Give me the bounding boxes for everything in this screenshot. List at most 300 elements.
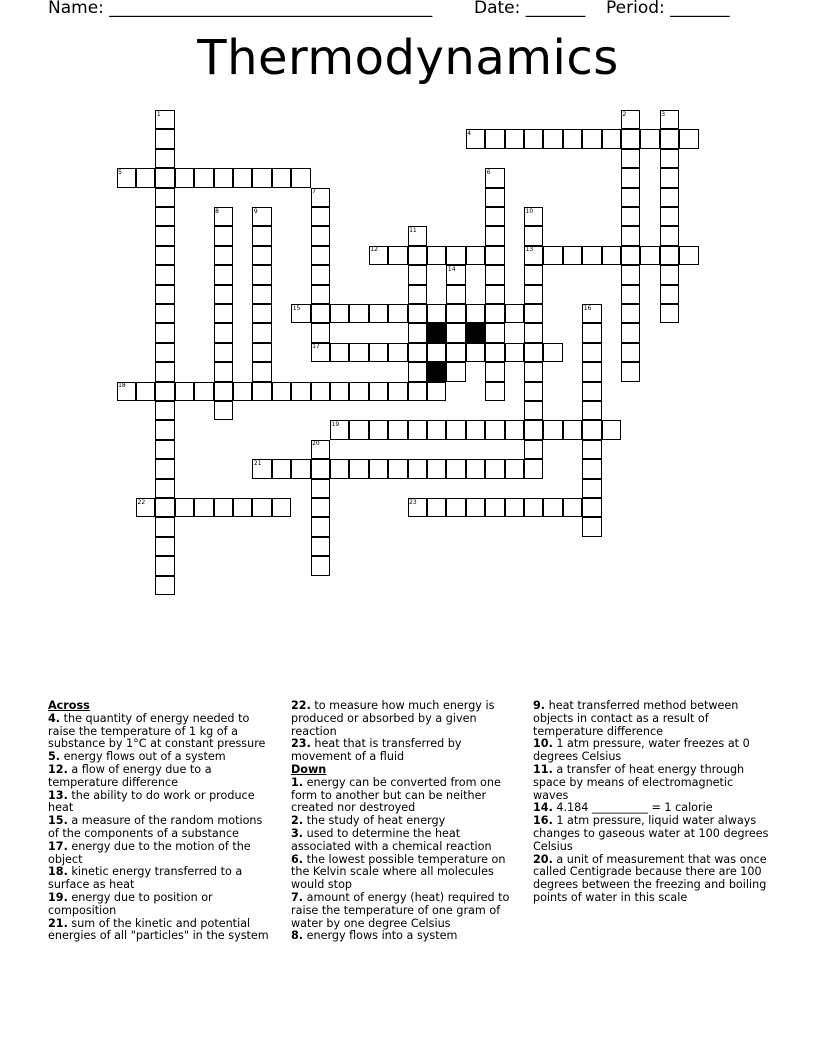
grid-cell[interactable]: [446, 343, 465, 362]
grid-cell[interactable]: [524, 304, 543, 323]
clue-number-2: 2: [622, 110, 627, 118]
grid-cell[interactable]: [214, 343, 233, 362]
grid-cell[interactable]: [349, 382, 368, 401]
clue-number-14: 14: [447, 265, 456, 273]
grid-cell[interactable]: [155, 226, 174, 245]
grid-cell[interactable]: [446, 362, 465, 381]
grid-cell[interactable]: [194, 168, 213, 187]
grid-cell[interactable]: [466, 304, 485, 323]
grid-cell[interactable]: [505, 498, 524, 517]
clue-text: the ability to do work or produce heat: [48, 788, 255, 815]
grid-cell[interactable]: [485, 343, 504, 362]
grid-cell[interactable]: [543, 420, 562, 439]
grid-cell[interactable]: [155, 576, 174, 595]
page-title: Thermodynamics: [197, 30, 619, 86]
clues-column-2: [291, 700, 521, 943]
clue-number: 16.: [533, 814, 553, 828]
grid-cell[interactable]: [233, 168, 252, 187]
grid-cell[interactable]: [563, 498, 582, 517]
grid-cell[interactable]: [660, 207, 679, 226]
grid-cell[interactable]: [252, 343, 271, 362]
clue-text: used to determine the heat associated with a chemical reaction: [291, 826, 492, 853]
clue-number-9: 9: [253, 207, 258, 215]
grid-cell[interactable]: [252, 498, 271, 517]
down-clue: [533, 764, 771, 802]
across-clue: [48, 892, 276, 918]
grid-cell[interactable]: [408, 323, 427, 342]
grid-cell[interactable]: [369, 420, 388, 439]
grid-cell[interactable]: [427, 246, 446, 265]
grid-cell[interactable]: [155, 479, 174, 498]
grid-cell[interactable]: [505, 129, 524, 148]
grid-cell[interactable]: [252, 168, 271, 187]
grid-cell[interactable]: [427, 304, 446, 323]
across-heading: Across: [48, 699, 90, 712]
grid-cell[interactable]: [524, 401, 543, 420]
grid-cell[interactable]: [194, 382, 213, 401]
grid-cell[interactable]: [446, 420, 465, 439]
grid-cell[interactable]: [252, 304, 271, 323]
grid-cell[interactable]: [175, 168, 194, 187]
grid-cell[interactable]: [505, 459, 524, 478]
grid-cell[interactable]: [660, 188, 679, 207]
grid-cell[interactable]: [272, 498, 291, 517]
down-clue: [291, 828, 521, 854]
grid-cell[interactable]: [621, 265, 640, 284]
grid-cell[interactable]: [524, 343, 543, 362]
grid-cell[interactable]: [621, 129, 640, 148]
grid-cell[interactable]: [388, 459, 407, 478]
grid-cell[interactable]: [252, 265, 271, 284]
grid-cell[interactable]: [252, 285, 271, 304]
grid-cell[interactable]: [524, 362, 543, 381]
grid-cell[interactable]: [582, 323, 601, 342]
clue-number: 4.: [48, 711, 61, 725]
down-clue: [291, 854, 521, 892]
grid-cell[interactable]: [679, 246, 698, 265]
grid-cell[interactable]: [369, 304, 388, 323]
grid-cell[interactable]: [155, 362, 174, 381]
clue-number-8: 8: [215, 207, 219, 215]
clue-number-13: 13: [525, 246, 534, 254]
grid-cell[interactable]: [330, 382, 349, 401]
grid-cell[interactable]: [446, 285, 465, 304]
grid-cell[interactable]: [155, 537, 174, 556]
grid-cell[interactable]: [311, 479, 330, 498]
grid-cell[interactable]: [214, 362, 233, 381]
grid-cell[interactable]: [543, 246, 562, 265]
grid-cell[interactable]: [330, 304, 349, 323]
grid-cell[interactable]: [660, 168, 679, 187]
grid-cell[interactable]: [621, 226, 640, 245]
grid-cell[interactable]: [214, 226, 233, 245]
grid-cell[interactable]: [621, 149, 640, 168]
grid-cell[interactable]: [543, 343, 562, 362]
grid-cell[interactable]: [408, 285, 427, 304]
clue-text: the lowest possible temperature on the Kelvin scale where all molecules would stop: [291, 852, 506, 892]
grid-cell[interactable]: [311, 207, 330, 226]
clue-number-12: 12: [370, 246, 378, 254]
clue-text: energy flows out of a system: [60, 750, 226, 764]
grid-cell[interactable]: [660, 304, 679, 323]
grid-cell[interactable]: [311, 382, 330, 401]
grid-cell[interactable]: [485, 285, 504, 304]
grid-cell[interactable]: [427, 498, 446, 517]
grid-cell[interactable]: [524, 285, 543, 304]
clue-number-19: 19: [331, 420, 340, 428]
grid-cell[interactable]: [233, 498, 252, 517]
grid-cell[interactable]: [621, 207, 640, 226]
grid-cell[interactable]: [524, 129, 543, 148]
clue-number: 6.: [291, 852, 304, 866]
grid-cell[interactable]: [485, 420, 504, 439]
grid-cell[interactable]: [524, 420, 543, 439]
grid-cell[interactable]: [214, 265, 233, 284]
grid-cell[interactable]: [214, 285, 233, 304]
grid-cell[interactable]: [408, 246, 427, 265]
across-clue: [48, 815, 276, 841]
grid-cell[interactable]: [602, 420, 621, 439]
grid-cell[interactable]: [155, 459, 174, 478]
grid-cell[interactable]: [369, 382, 388, 401]
grid-cell[interactable]: [408, 420, 427, 439]
grid-cell[interactable]: [330, 343, 349, 362]
grid-cell[interactable]: [155, 556, 174, 575]
grid-cell[interactable]: [272, 168, 291, 187]
clue-number: 20.: [533, 852, 553, 866]
grid-cell[interactable]: [291, 168, 310, 187]
grid-cell[interactable]: [291, 459, 310, 478]
grid-cell[interactable]: [543, 498, 562, 517]
grid-cell[interactable]: [388, 304, 407, 323]
grid-cell[interactable]: [505, 420, 524, 439]
grid-cell[interactable]: [524, 498, 543, 517]
grid-cell[interactable]: [272, 382, 291, 401]
grid-cell[interactable]: [155, 207, 174, 226]
grid-cell[interactable]: [252, 226, 271, 245]
clue-number-22: 22: [137, 498, 146, 506]
grid-cell[interactable]: [311, 459, 330, 478]
grid-cell[interactable]: [621, 343, 640, 362]
grid-cell[interactable]: [524, 382, 543, 401]
clue-number-15: 15: [292, 304, 301, 312]
grid-cell[interactable]: [155, 323, 174, 342]
across-clue: [291, 700, 521, 738]
grid-cell[interactable]: [505, 343, 524, 362]
grid-cell[interactable]: [214, 323, 233, 342]
grid-cell[interactable]: [408, 382, 427, 401]
grid-cell[interactable]: [311, 246, 330, 265]
grid-cell[interactable]: [446, 323, 465, 342]
clue-number: 15.: [48, 814, 68, 828]
grid-cell[interactable]: [446, 459, 465, 478]
grid-cell[interactable]: [582, 382, 601, 401]
grid-cell[interactable]: [214, 168, 233, 187]
grid-cell[interactable]: [155, 382, 174, 401]
grid-cell[interactable]: [660, 129, 679, 148]
grid-cell[interactable]: [582, 343, 601, 362]
grid-cell[interactable]: [446, 246, 465, 265]
clue-number: 11.: [533, 762, 553, 776]
clue-number: 13.: [48, 788, 68, 802]
clue-text: kinetic energy transferred to a surface as heat: [48, 865, 243, 892]
grid-cell[interactable]: [446, 498, 465, 517]
clue-number: 22.: [291, 699, 311, 712]
grid-cell[interactable]: [427, 343, 446, 362]
grid-cell[interactable]: [466, 459, 485, 478]
clue-number-16: 16: [583, 304, 592, 312]
grid-cell[interactable]: [563, 246, 582, 265]
grid-cell[interactable]: [427, 382, 446, 401]
grid-cell[interactable]: [408, 362, 427, 381]
grid-cell[interactable]: [485, 226, 504, 245]
clue-text: 4.184 __________ = 1 calorie: [552, 801, 713, 815]
clue-number: 7.: [291, 890, 304, 904]
grid-cell[interactable]: [466, 498, 485, 517]
grid-cell[interactable]: [485, 188, 504, 207]
grid-cell[interactable]: [388, 382, 407, 401]
clue-text: a unit of measurement that was once called Centigrade because there are 100 degrees between the freezing and boiling points of water in this scale: [533, 852, 767, 904]
grid-cell[interactable]: [621, 285, 640, 304]
grid-cell[interactable]: [155, 304, 174, 323]
grid-cell[interactable]: [349, 459, 368, 478]
grid-cell[interactable]: [640, 246, 659, 265]
grid-cell[interactable]: [136, 382, 155, 401]
grid-cell[interactable]: [485, 498, 504, 517]
grid-cell[interactable]: [388, 420, 407, 439]
grid-cell[interactable]: [311, 226, 330, 245]
clue-text: amount of energy (heat) required to raise the temperature of one gram of water by one degree Celsius: [291, 890, 510, 930]
grid-cell[interactable]: [155, 246, 174, 265]
grid-cell[interactable]: [427, 420, 446, 439]
clue-number: 19.: [48, 890, 68, 904]
grid-cell[interactable]: [466, 246, 485, 265]
clue-number-11: 11: [409, 226, 417, 234]
grid-cell[interactable]: [621, 323, 640, 342]
grid-cell[interactable]: [408, 304, 427, 323]
grid-cell[interactable]: [155, 188, 174, 207]
grid-cell[interactable]: [485, 207, 504, 226]
across-clue: [48, 764, 276, 790]
down-clue: [533, 854, 771, 905]
down-clue: [533, 700, 771, 738]
grid-cell[interactable]: [485, 246, 504, 265]
grid-cell[interactable]: [349, 343, 368, 362]
grid-cell[interactable]: [330, 459, 349, 478]
grid-cell[interactable]: [602, 246, 621, 265]
grid-cell[interactable]: [660, 226, 679, 245]
grid-cell[interactable]: [214, 246, 233, 265]
grid-cell[interactable]: [582, 362, 601, 381]
grid-cell[interactable]: [582, 498, 601, 517]
grid-cell[interactable]: [660, 265, 679, 284]
clue-text: sum of the kinetic and potential energies of all "particles" in the system: [48, 916, 269, 943]
clue-number-1: 1: [156, 110, 161, 118]
grid-cell[interactable]: [524, 323, 543, 342]
grid-cell[interactable]: [485, 304, 504, 323]
grid-cell[interactable]: [582, 129, 601, 148]
down-clue: [291, 777, 521, 815]
grid-cell[interactable]: [543, 129, 562, 148]
grid-cell[interactable]: [582, 479, 601, 498]
grid-cell[interactable]: [582, 420, 601, 439]
grid-cell[interactable]: [155, 168, 174, 187]
grid-cell[interactable]: [582, 517, 601, 536]
grid-cell[interactable]: [311, 265, 330, 284]
grid-cell[interactable]: [446, 304, 465, 323]
clue-number: 21.: [48, 916, 68, 930]
clue-number-3: 3: [661, 110, 666, 118]
grid-cell[interactable]: [155, 129, 174, 148]
grid-cell[interactable]: [311, 556, 330, 575]
clue-number-18: 18: [118, 382, 126, 390]
grid-cell[interactable]: [485, 323, 504, 342]
grid-cell[interactable]: [155, 401, 174, 420]
grid-cell[interactable]: [621, 246, 640, 265]
grid-cell[interactable]: [485, 459, 504, 478]
grid-cell[interactable]: [214, 382, 233, 401]
grid-cell[interactable]: [582, 401, 601, 420]
grid-cell[interactable]: [252, 323, 271, 342]
clue-text: 1 atm pressure, liquid water always changes to gaseous water at 100 degrees Celsius: [533, 814, 769, 853]
clue-number: 14.: [533, 801, 553, 815]
grid-cell[interactable]: [524, 265, 543, 284]
clue-number: 1.: [291, 775, 304, 789]
down-clue: [291, 930, 521, 943]
grid-cell[interactable]: [155, 440, 174, 459]
clue-text: energy due to position or composition: [48, 890, 213, 917]
grid-cell[interactable]: [660, 285, 679, 304]
clue-number: 10.: [533, 737, 553, 751]
across-clue: [291, 738, 521, 764]
grid-cell[interactable]: [311, 323, 330, 342]
clue-number: 8.: [291, 929, 304, 943]
across-clue: [48, 790, 276, 816]
grid-cell[interactable]: [524, 440, 543, 459]
grid-cell[interactable]: [505, 304, 524, 323]
clue-number-7: 7: [312, 188, 316, 196]
period-field-label: Period: _______: [606, 0, 730, 18]
grid-cell[interactable]: [311, 304, 330, 323]
grid-cell[interactable]: [136, 168, 155, 187]
clue-number: 9.: [533, 699, 546, 712]
grid-cell[interactable]: [349, 420, 368, 439]
grid-cell[interactable]: [602, 129, 621, 148]
grid-cell[interactable]: [660, 149, 679, 168]
across-clue: [48, 918, 276, 944]
clue-text: energy can be converted from one form to another but can be neither created nor destroyed: [291, 775, 501, 815]
clue-number-6: 6: [486, 168, 491, 176]
clue-number: 3.: [291, 826, 304, 840]
grid-cell[interactable]: [524, 459, 543, 478]
grid-cell[interactable]: [679, 129, 698, 148]
clue-text: a measure of the random motions of the components of a substance: [48, 814, 263, 840]
grid-cell[interactable]: [640, 129, 659, 148]
grid-cell[interactable]: [311, 285, 330, 304]
grid-cell[interactable]: [388, 246, 407, 265]
grid-cell[interactable]: [369, 343, 388, 362]
grid-cell[interactable]: [155, 517, 174, 536]
grid-cell[interactable]: [155, 420, 174, 439]
grid-cell[interactable]: [485, 362, 504, 381]
down-heading: Down: [291, 762, 327, 776]
clues-column-3: [533, 700, 771, 905]
grid-cell[interactable]: [155, 343, 174, 362]
grid-cell[interactable]: [485, 382, 504, 401]
grid-cell[interactable]: [155, 285, 174, 304]
grid-cell[interactable]: [408, 265, 427, 284]
clue-text: 1 atm pressure, water freezes at 0 degrees Celsius: [533, 737, 750, 764]
grid-cell[interactable]: [621, 304, 640, 323]
clue-number-5: 5: [118, 168, 122, 176]
grid-cell[interactable]: [388, 343, 407, 362]
grid-cell[interactable]: [214, 498, 233, 517]
grid-cell[interactable]: [524, 226, 543, 245]
grid-cell[interactable]: [291, 382, 310, 401]
grid-cell[interactable]: [563, 129, 582, 148]
grid-cell[interactable]: [214, 304, 233, 323]
grid-cell[interactable]: [660, 246, 679, 265]
grid-cell[interactable]: [311, 498, 330, 517]
grid-cell[interactable]: [155, 149, 174, 168]
grid-cell[interactable]: [272, 459, 291, 478]
grid-cell[interactable]: [175, 498, 194, 517]
grid-cell[interactable]: [621, 188, 640, 207]
grid-cell[interactable]: [485, 129, 504, 148]
grid-cell[interactable]: [194, 498, 213, 517]
grid-cell[interactable]: [214, 401, 233, 420]
down-clue: [291, 892, 521, 930]
across-clue: [48, 713, 276, 751]
grid-cell[interactable]: [485, 265, 504, 284]
grid-cell[interactable]: [582, 246, 601, 265]
grid-cell[interactable]: [621, 362, 640, 381]
grid-cell[interactable]: [408, 459, 427, 478]
grid-cell[interactable]: [427, 459, 446, 478]
grid-cell[interactable]: [155, 265, 174, 284]
grid-cell[interactable]: [563, 420, 582, 439]
clue-text: to measure how much energy is produced or absorbed by a given reaction: [291, 699, 495, 738]
down-clue: [533, 738, 771, 764]
clue-number: 2.: [291, 814, 304, 828]
grid-cell[interactable]: [233, 382, 252, 401]
clue-number-17: 17: [312, 343, 320, 351]
grid-cell[interactable]: [252, 362, 271, 381]
date-field-label: Date: _______: [474, 0, 586, 18]
clue-number-21: 21: [253, 459, 262, 467]
across-clue: [48, 841, 276, 867]
grid-cell[interactable]: [252, 246, 271, 265]
grid-cell[interactable]: [155, 498, 174, 517]
grid-cell[interactable]: [349, 304, 368, 323]
grid-cell[interactable]: [621, 168, 640, 187]
grid-cell[interactable]: [582, 459, 601, 478]
grid-cell[interactable]: [175, 382, 194, 401]
grid-cell[interactable]: [369, 459, 388, 478]
grid-cell[interactable]: [311, 517, 330, 536]
grid-cell[interactable]: [311, 537, 330, 556]
grid-cell[interactable]: [466, 420, 485, 439]
clue-text: a flow of energy due to a temperature difference: [48, 762, 212, 789]
black-square: [427, 323, 446, 342]
clues-column-1: [48, 700, 276, 943]
grid-cell[interactable]: [252, 382, 271, 401]
grid-cell[interactable]: [408, 343, 427, 362]
grid-cell[interactable]: [582, 440, 601, 459]
black-square: [427, 362, 446, 381]
clue-number: 23.: [291, 737, 311, 751]
grid-cell[interactable]: [466, 343, 485, 362]
